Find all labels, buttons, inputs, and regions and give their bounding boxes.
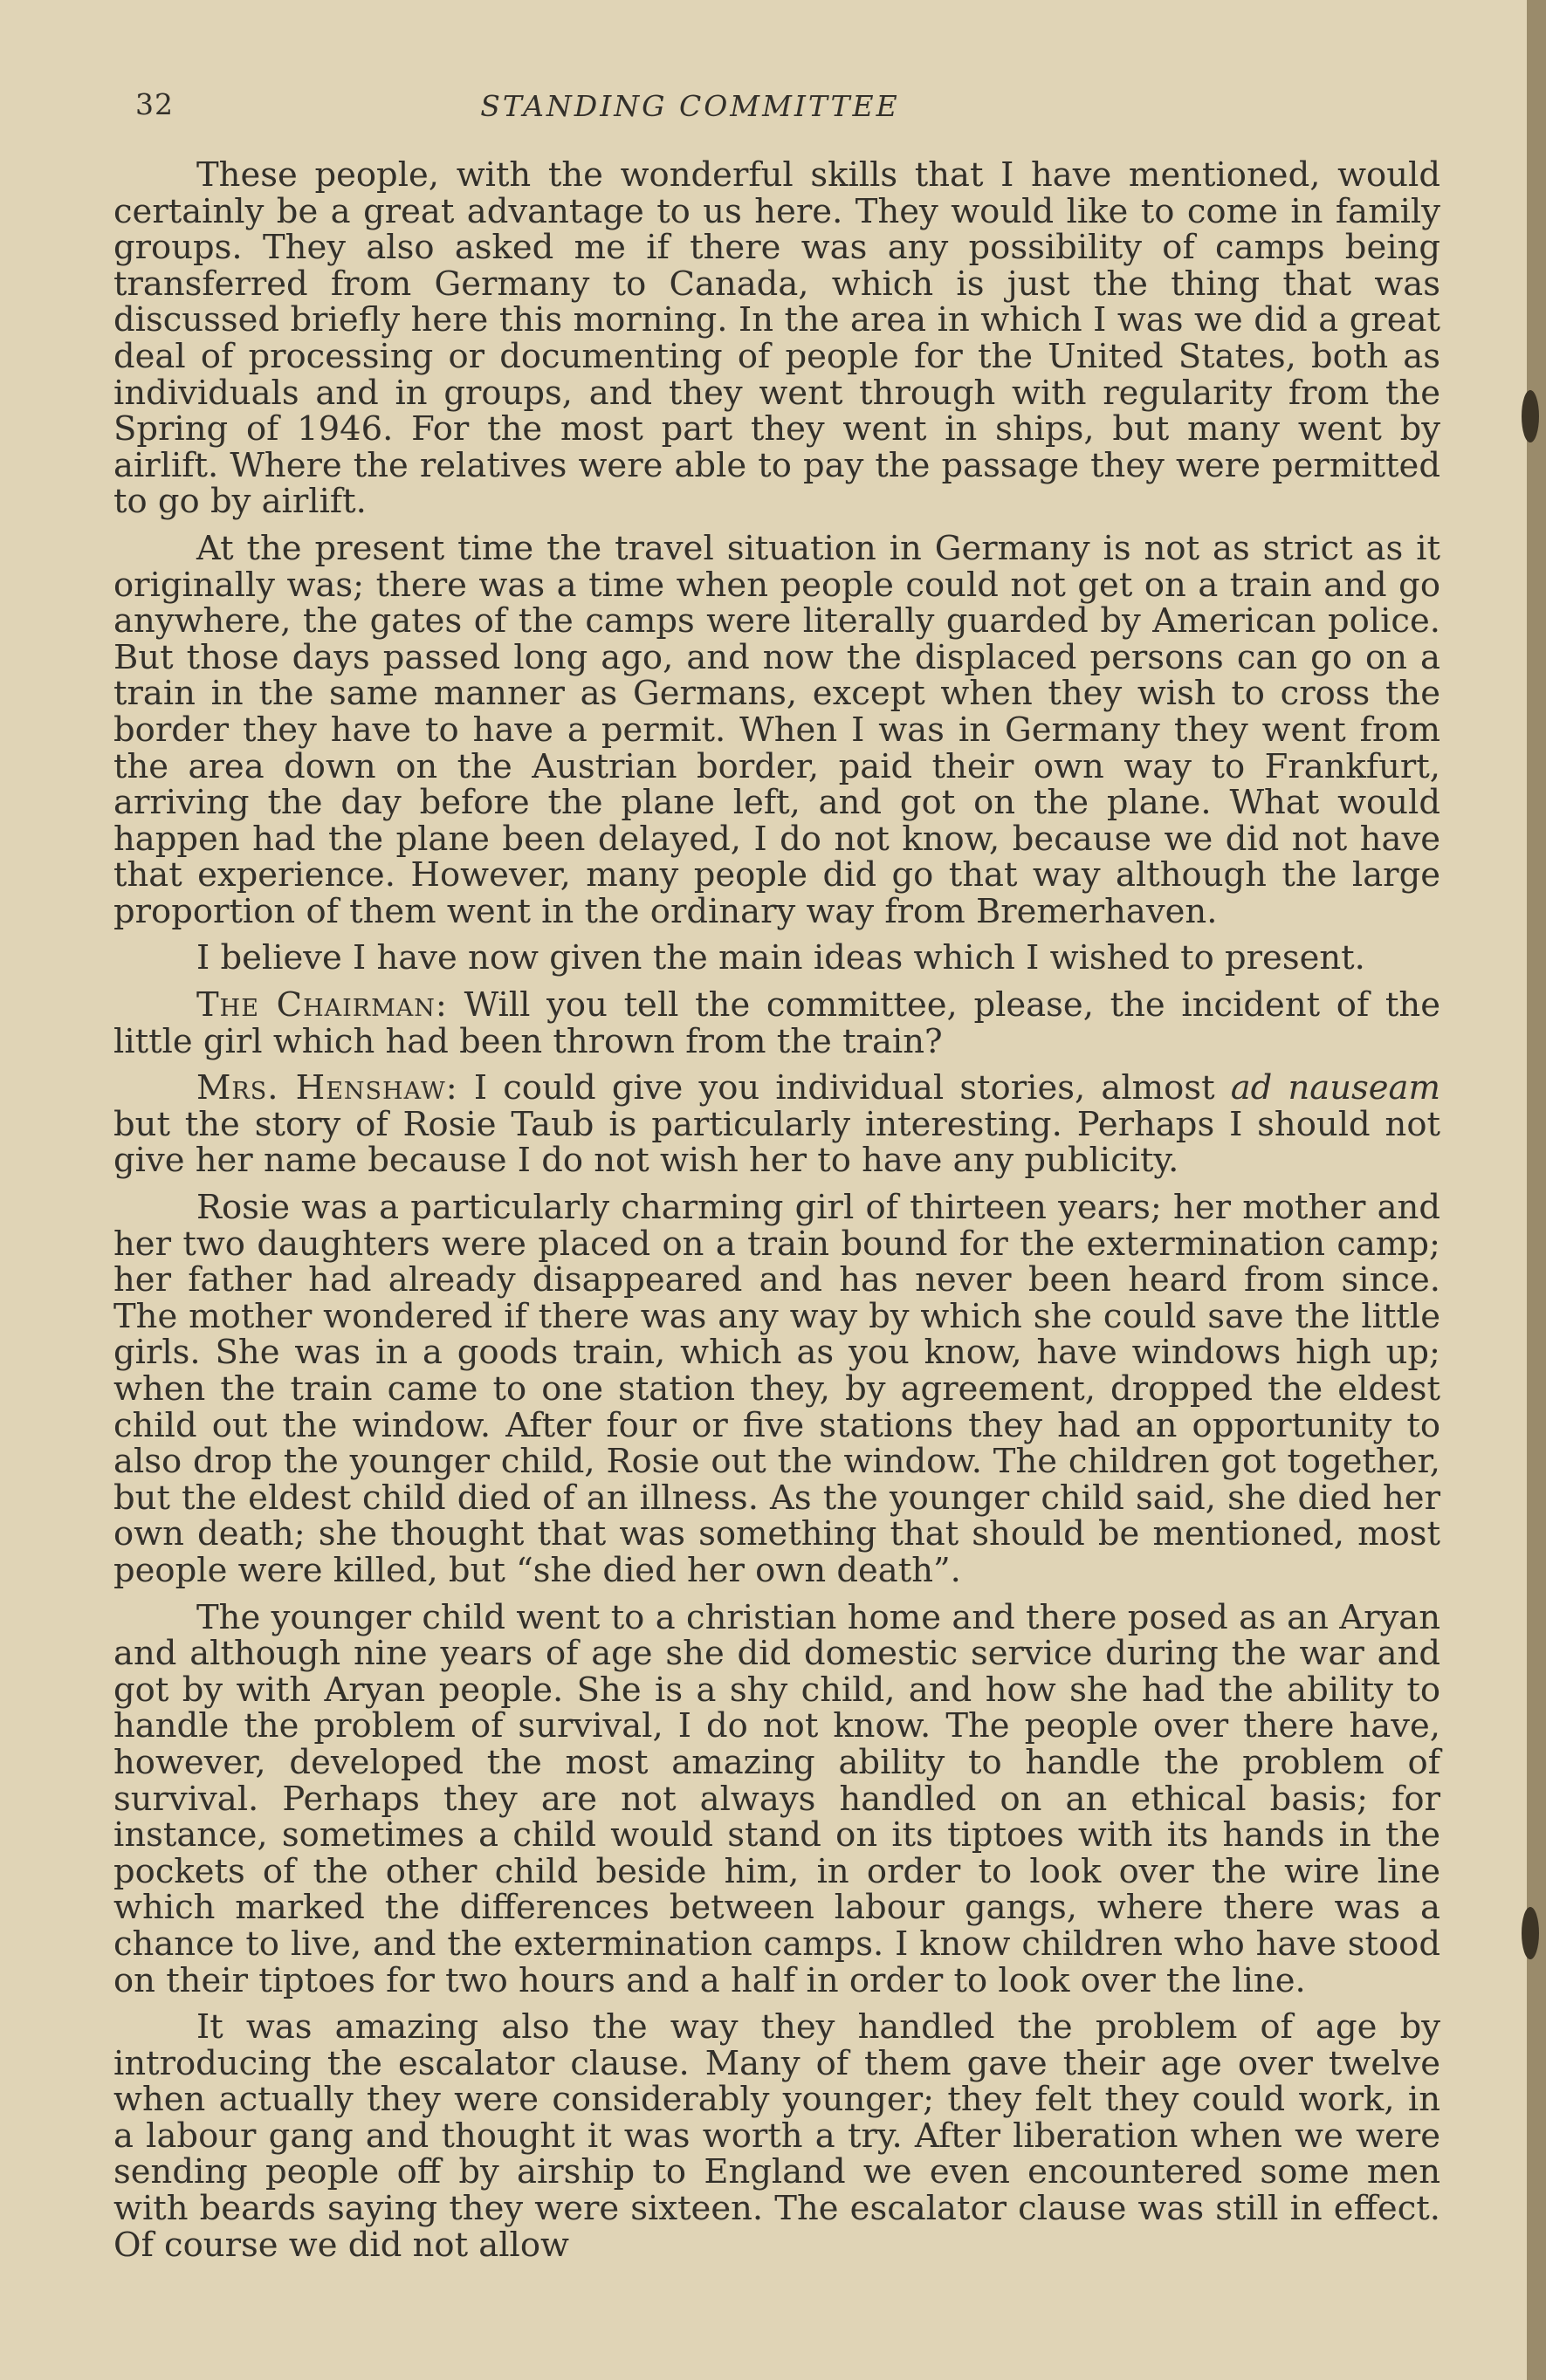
paragraph xyxy=(113,987,1440,1060)
binding-hole xyxy=(1522,390,1539,442)
paragraph-text: Will you tell the committee, please, the incident of the little girl which had been thrown from the train? xyxy=(113,985,1440,1061)
paragraph: The younger child went to a christian home and there posed as an Aryan and although nine years of age she did domestic service during the war and got by with Aryan people. She is a shy child, and how she had the ability to handle the problem of survival, I do not know. The people over there have, however, developed the most amazing ability to handle the problem of survival. Perhaps they are not always handled on an ethical basis; for instance, sometimes a child would stand on its tiptoes with its hands in the pockets of the other child beside him, in order to look over the wire line which marked the differences between labour gangs, where there was a chance to live, and the extermination camps. I know children who have stood on their tiptoes for two hours and a half in order to look over the line. xyxy=(113,1597,1440,2000)
paragraph: Rosie was a particularly charming girl of thirteen years; her mother and her two daughters were placed on a train bound for the extermination camp; her father had already disappeared and has never been heard from since. The mother wondered if there was any way by which she could save the little girls. She was in a goods train, which as you know, have windows high up; when the train came to one station they, by agreement, dropped the eldest child out the window. After four or five stations they had an opportunity to also drop the younger child, Rosie out the window. The children got together, but the eldest child died of an illness. As the younger child said, she died her own death; she thought that was something that should be mentioned, most people were killed, but “she died her own death”. xyxy=(113,1188,1440,1590)
paragraph: These people, with the wonderful skills that I have mentioned, would certainly be a great advantage to us here. They would like to come in family groups. They also asked me if there was any possibility of camps being transferred from Germany to Canada, which is just the thing that was discussed briefly here this morning. In the area in which I was we did a great deal of processing or documenting of people for the United States, both as individuals and in groups, and they went through with regularity from the Spring of 1946. For the most part they went in ships, but many went by airlift. Where the relatives were able to pay the passage they were permitted to go by airlift. xyxy=(113,155,1440,522)
page-edge xyxy=(1527,0,1546,2380)
paragraph-text: but the story of Rosie Taub is particularly interesting. Perhaps I should not give her name because I do not wish her to have any publicity. xyxy=(113,1104,1440,1181)
paragraph xyxy=(113,1070,1440,1179)
body-text xyxy=(113,157,1440,2274)
page-header xyxy=(135,80,1436,133)
running-head: STANDING COMMITTEE xyxy=(480,89,900,123)
speaker-name: Mrs. Henshaw: xyxy=(196,1068,458,1108)
paragraph: It was amazing also the way they handled the problem of age by introducing the escalator clause. Many of them gave their age over twelve when actually they were considerably younger; they felt they could work, in a labour gang and thought it was worth a try. After liberation when we were sending people off by airship to England we even encountered some men with beards saying they were sixteen. The escalator clause was still in effect. Of course we did not allow xyxy=(113,2007,1440,2265)
page-number: 32 xyxy=(135,87,174,121)
paragraph: At the present time the travel situation in Germany is not as strict as it originally was; there was a time when people could not get on a train and go anywhere, the gates of the camps were literally guarded by American police. But those days passed long ago, and now the displaced persons can go on a train in the same manner as Germans, except when they wish to cross the border they have to have a permit. When I was in Germany they went from the area down on the Austrian border, paid their own way to Frankfurt, arriving the day before the plane left, and got on the plane. What would happen had the plane been delayed, I do not know, because we did not have that experience. However, many people did go that way although the large proportion of them went in the ordinary way from Bremerhaven. xyxy=(113,528,1440,931)
paragraph-text: I could give you individual stories, almost xyxy=(457,1068,1231,1108)
italic-phrase: ad nauseam xyxy=(1230,1068,1440,1108)
paragraph: I believe I have now given the main ideas which I wished to present. xyxy=(196,938,1365,978)
speaker-name: The Chairman: xyxy=(196,985,448,1025)
binding-hole xyxy=(1522,1907,1539,1959)
